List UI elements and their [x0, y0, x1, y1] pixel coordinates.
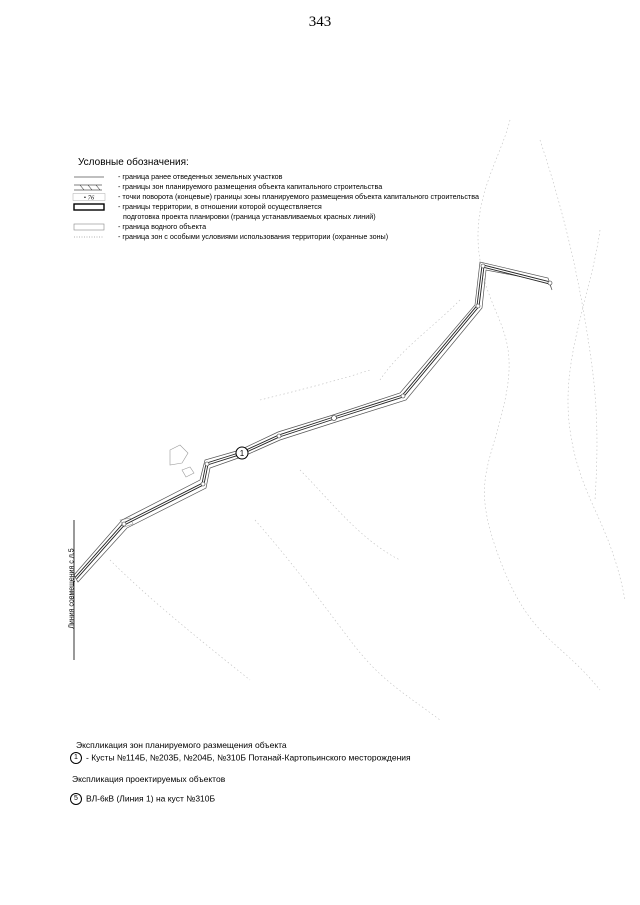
legend-item-turn-points: • 76 - точки поворота (концевые) границы зоны планируемого размещения объекта капитального строительства [78, 192, 598, 202]
page-number: 343 [308, 14, 332, 30]
territory-boundary-thick-icon [72, 203, 106, 211]
svg-text:• 76: • 76 [83, 194, 95, 201]
special-zone-dotted-icon [72, 233, 106, 241]
zone-boundary-outer [74, 262, 552, 582]
zone-number-icon: 1 [70, 752, 82, 764]
explication-objects-title: Экспликация проектируемых объектов [72, 774, 226, 784]
route-line-inner [76, 266, 550, 578]
legend-item-previous-plots: - граница ранее отведенных земельных участков [78, 172, 598, 182]
zone-marker-1 [236, 447, 248, 459]
turn-point-marker-icon [72, 193, 106, 201]
legend-item-water-object: - граница водного объекта [78, 222, 598, 232]
legend-item-special-zone: - граница зон с особыми условиями использования территории (охранные зоны) [78, 232, 598, 242]
explication-zones-item: 1 - Кусты №114Б, №203Б, №204Б, №310Б Потанай-Картопьинского месторождения [70, 752, 411, 764]
legend-item-territory-boundary: - границы территории, в отношении которой осуществляется [78, 202, 598, 212]
legend-title: Условные обозначения: [78, 157, 189, 168]
matching-line-label: Линия совмещения с л.5 [68, 548, 76, 629]
legend-item-zone-boundary: - границы зон планируемого размещения объекта капитального строительства [78, 182, 598, 192]
route-line [76, 266, 550, 578]
water-object-boundary-icon [72, 223, 106, 231]
water-object [120, 445, 194, 527]
object-number-icon: 5 [70, 793, 82, 805]
explication-zones-title: Экспликация зон планируемого размещения объекта [76, 740, 287, 750]
legend-item-territory-boundary-cont: подготовка проекта планировки (граница устанавливаемых красных линий) [123, 212, 376, 221]
zone-marker-1-label: 1 [239, 449, 245, 458]
explication-objects-item: 5 ВЛ-6кВ (Линия 1) на куст №310Б [70, 793, 215, 805]
zone-boundary-hatched-icon [72, 183, 106, 191]
legend [78, 157, 598, 242]
boundary-previous-plots-icon [72, 173, 106, 181]
